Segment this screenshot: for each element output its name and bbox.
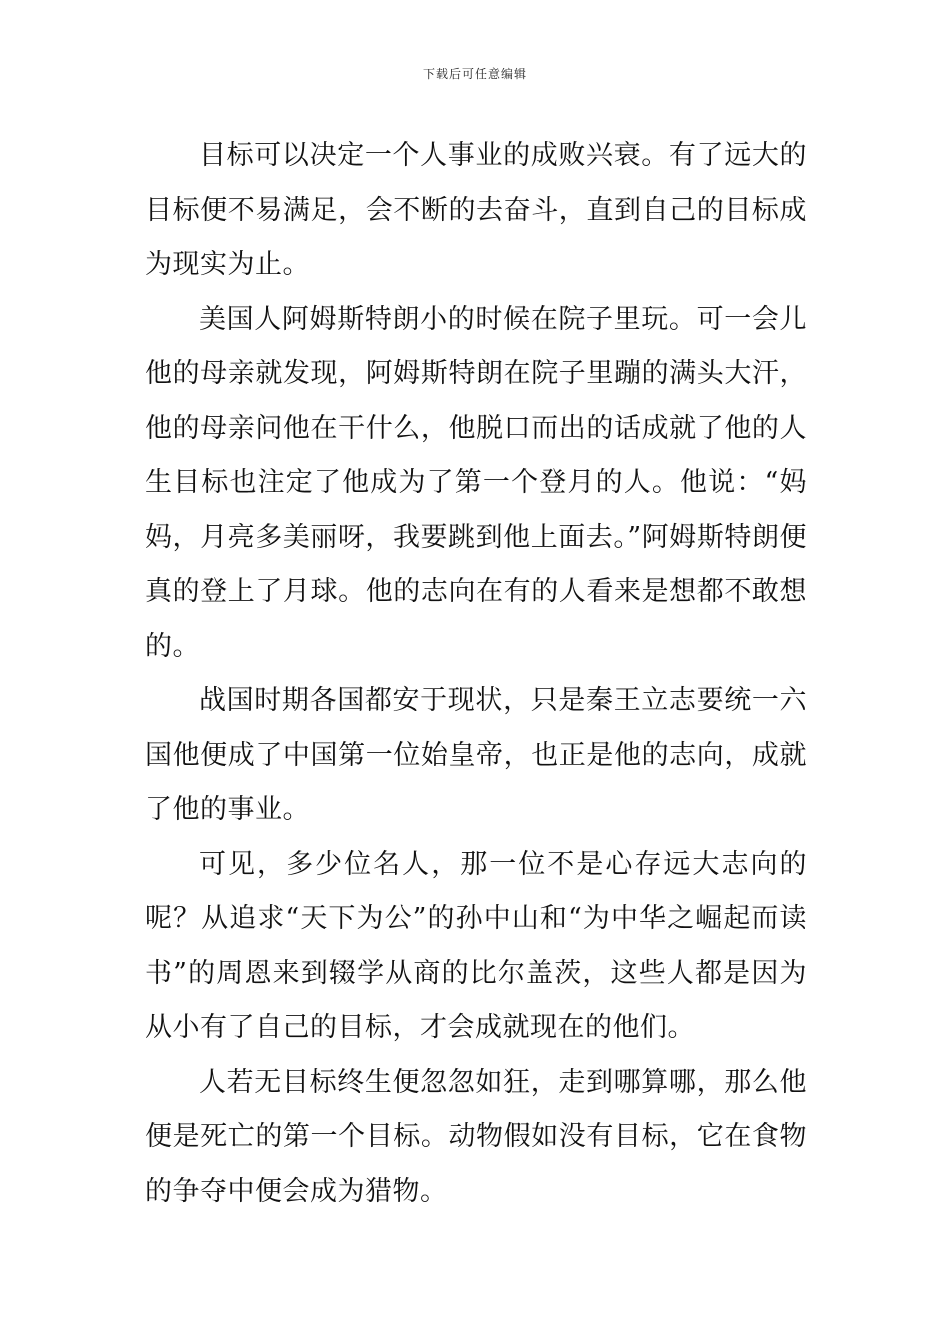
article-body	[145, 129, 807, 1219]
page-header-note: 下载后可任意编辑	[422, 67, 527, 81]
paragraph-3: 战国时期各国都安于现状，只是秦王立志要统一六国他便成了中国第一位始皇帝，也正是他的志向，成就了他的事业。	[145, 685, 807, 825]
paragraph-2: 美国人阿姆斯特朗小的时候在院子里玩。可一会儿他的母亲就发现，阿姆斯特朗在院子里蹦的满头大汗，他的母亲问他在干什么，他脱口而出的话成就了他的人生目标也注定了他成为了第一个登月的人。他说：“妈妈，月亮多美丽呀，我要跳到他上面去。”阿姆斯特朗便真的登上了月球。他的志向在有的人看来是想都不敢想的。	[145, 303, 807, 662]
paragraph-4: 可见，多少位名人，那一位不是心存远大志向的呢？从追求“天下为公”的孙中山和“为中华之崛起而读书”的周恩来到辍学从商的比尔盖茨，这些人都是因为从小有了自己的目标，才会成就现在的他们。	[145, 848, 807, 1043]
paragraph-1: 目标可以决定一个人事业的成败兴衰。有了远大的目标便不易满足，会不断的去奋斗，直到自己的目标成为现实为止。	[145, 140, 807, 280]
paragraph-5: 人若无目标终生便忽忽如狂，走到哪算哪，那么他便是死亡的第一个目标。动物假如没有目标，它在食物的争夺中便会成为猎物。	[145, 1066, 807, 1207]
